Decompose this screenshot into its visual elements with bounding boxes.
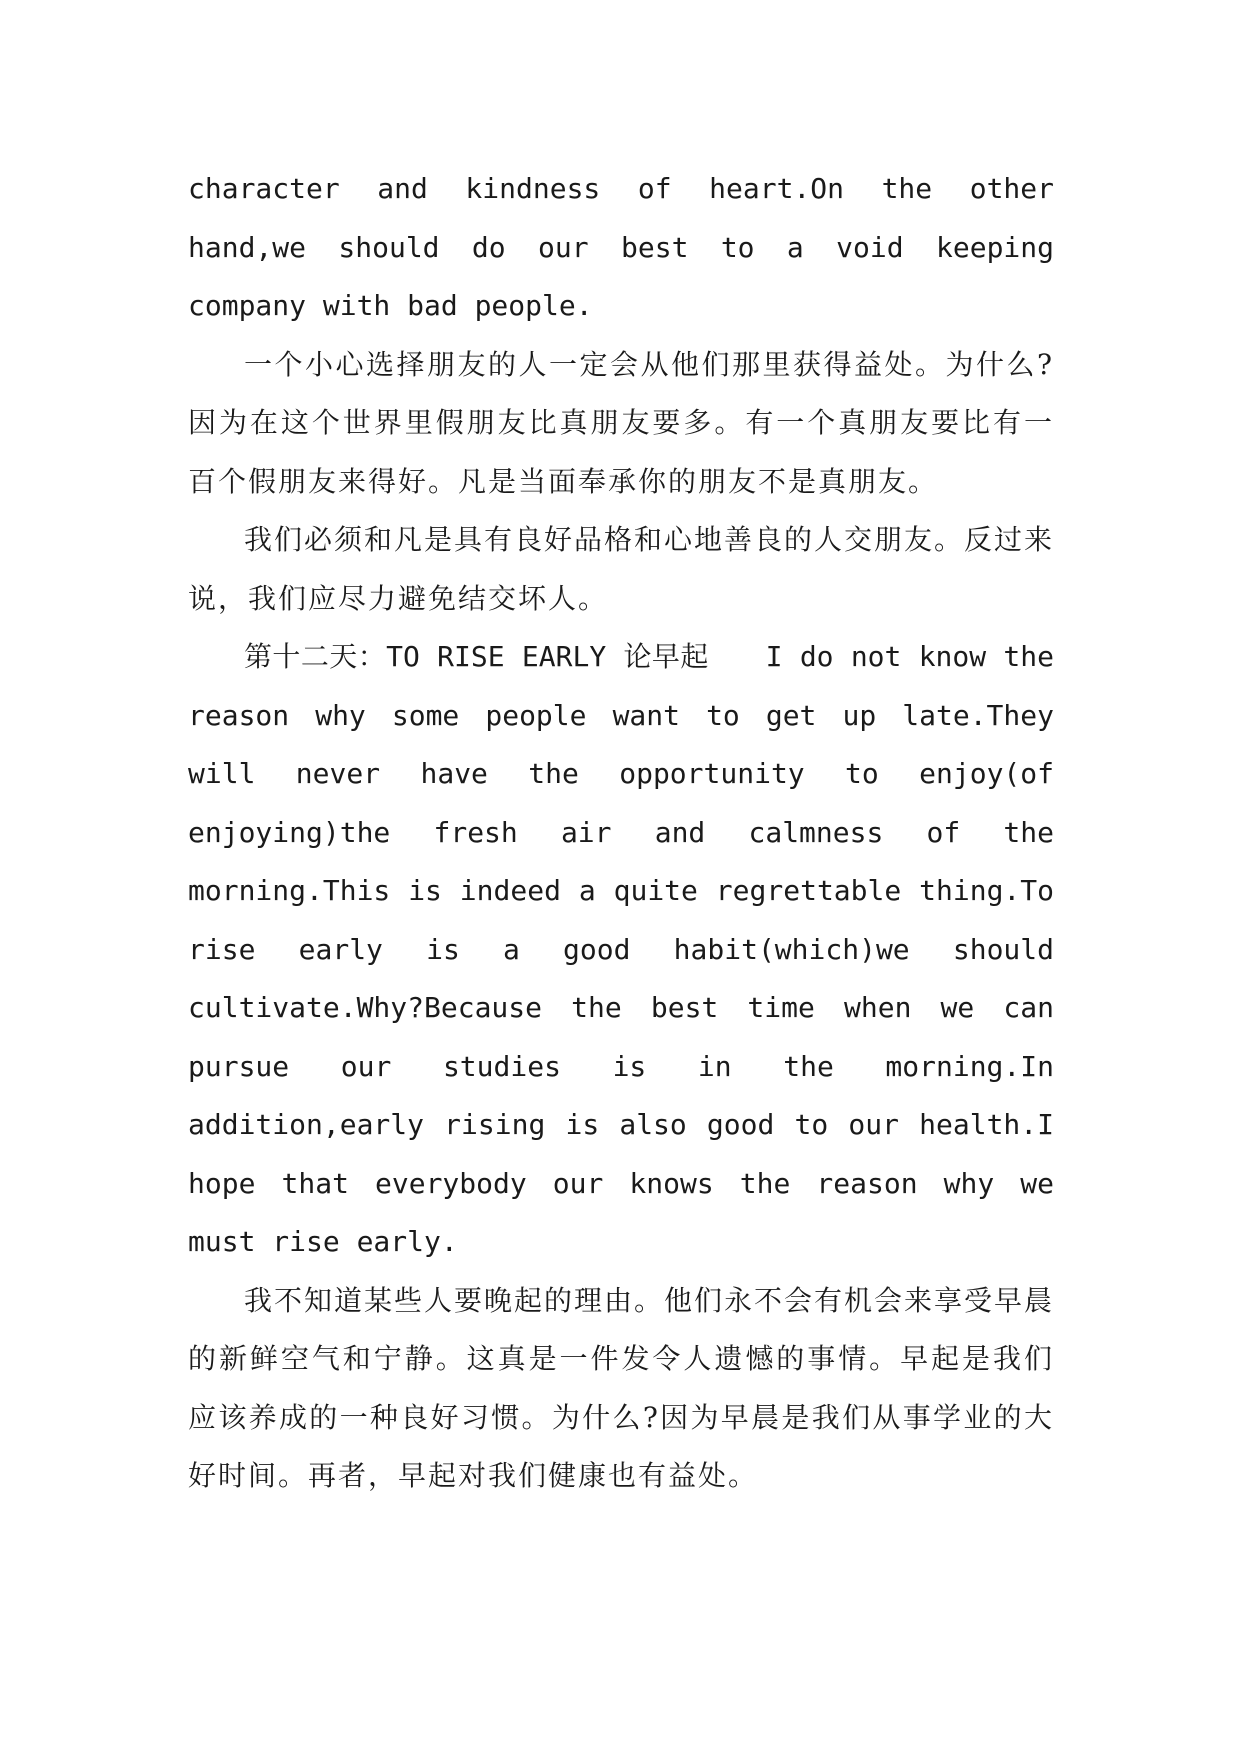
paragraph-chinese-choose-friends: 一个小心选择朋友的人一定会从他们那里获得益处。为什么?因为在这个世界里假朋友比真朋友要多。有一个真朋友要比有一百个假朋友来得好。凡是当面奉承你的朋友不是真朋友。 [188,347,1054,498]
document-body [188,160,1054,1506]
paragraph-day-twelve-rise-early: 第十二天：TO RISE EARLY 论早起 I do not know the reason why some people want to get up late.They will never have the opportunity to enjoy(of enjoying)the fresh air and calmness of the morning.This is indeed a quite regrettable thing.To rise early is a good habit(which)we should cultivate.Why?Because the best time when we can pursue our studies is in the morning.In addition,early rising is also good to our health.I hope that everybody our knows the reason why we must rise early. [188,640,1054,1258]
paragraph-chinese-good-character: 我们必须和凡是具有良好品格和心地善良的人交朋友。反过来说，我们应尽力避免结交坏人。 [188,523,1055,615]
paragraph-chinese-rise-early: 我不知道某些人要晚起的理由。他们永不会有机会来享受早晨的新鲜空气和宁静。这真是一件发令人遗憾的事情。早起是我们应该养成的一种良好习惯。为什么?因为早晨是我们从事学业的大好时间。再者，早起对我们健康也有益处。 [188,1283,1055,1492]
paragraph-english-friendship-end: character and kindness of heart.On the other hand,we should do our best to a void keeping company with bad people. [188,172,1054,322]
